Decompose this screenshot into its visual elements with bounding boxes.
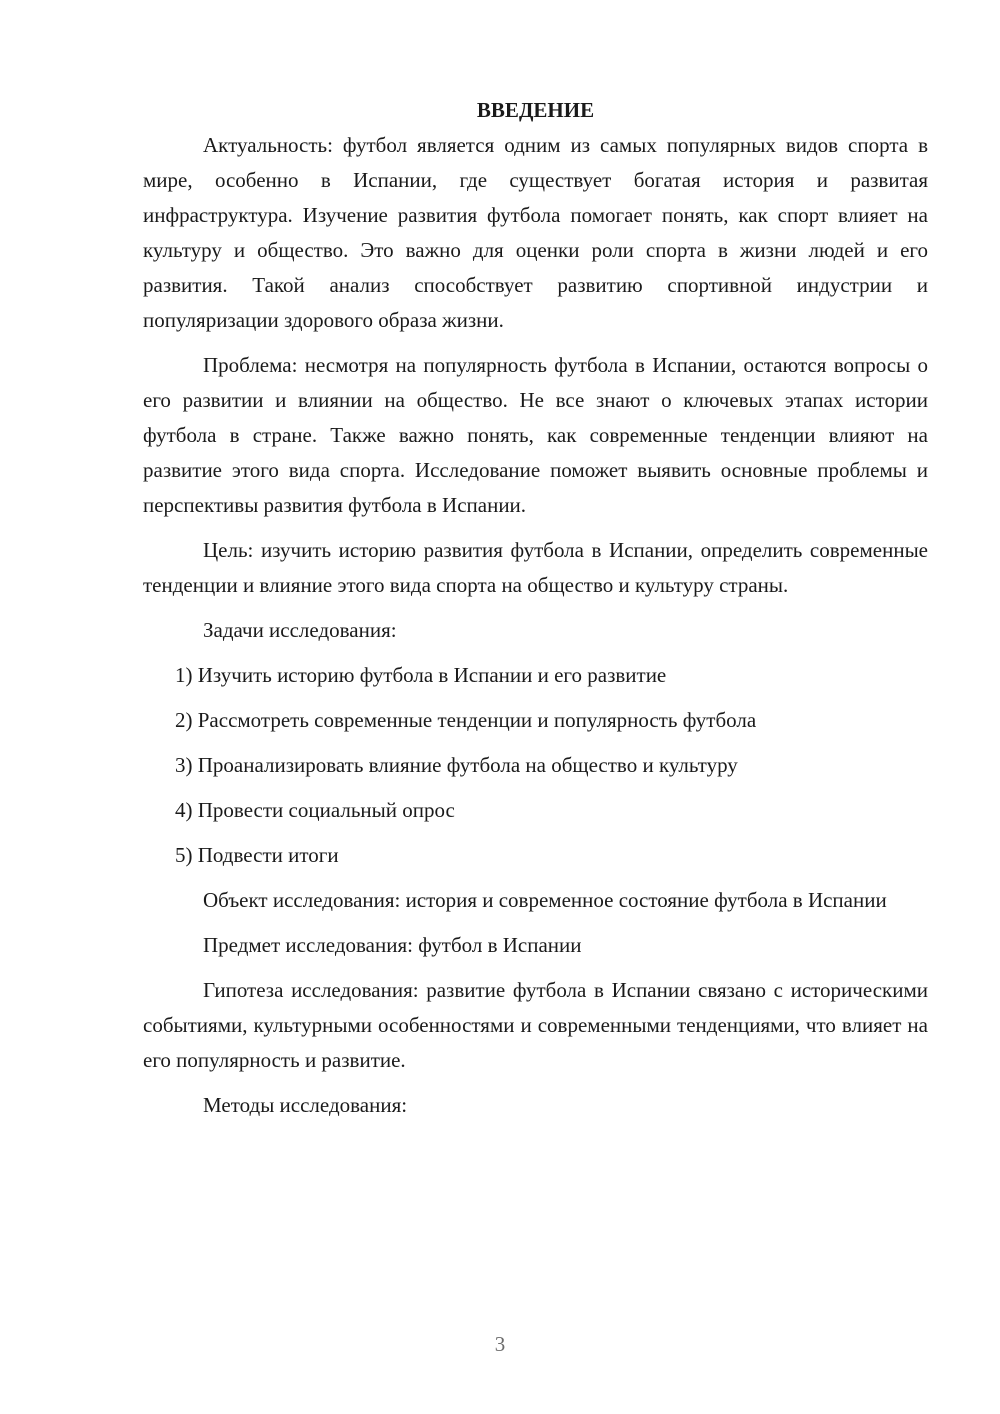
task-item: 3) Проанализировать влияние футбола на общество и культуру: [175, 753, 738, 777]
tasks-heading: Задачи исследования:: [203, 618, 397, 642]
tasks-list: [143, 658, 928, 873]
subject-paragraph: Предмет исследования: футбол в Испании: [203, 933, 582, 957]
task-item: 1) Изучить историю футбола в Испании и его развитие: [175, 663, 667, 687]
relevance-paragraph: Актуальность: футбол является одним из самых популярных видов спорта в мире, особенно в Испании, где существует богатая история и развитая инфраструктура. Изучение развития футбола помогает понять, как спорт влияет на культуру и общество. Это важно для оценки роли спорта в жизни людей и его развития. Такой анализ способствует развитию спортивной индустрии и популяризации здорового образа жизни.: [143, 133, 928, 332]
goal-paragraph: Цель: изучить историю развития футбола в Испании, определить современные тенденции и влияние этого вида спорта на общество и культуру страны.: [143, 538, 928, 597]
object-paragraph: Объект исследования: история и современное состояние футбола в Испании: [203, 888, 887, 912]
task-item: 4) Провести социальный опрос: [175, 798, 455, 822]
problem-paragraph: Проблема: несмотря на популярность футбола в Испании, остаются вопросы о его развитии и влиянии на общество. Не все знают о ключевых этапах истории футбола в стране. Также важно понять, как современные тенденции влияют на развитие этого вида спорта. Исследование поможет выявить основные проблемы и перспективы развития футбола в Испании.: [143, 353, 928, 517]
task-item: 5) Подвести итоги: [175, 843, 339, 867]
page-number: 3: [494, 1332, 506, 1356]
page-title: ВВЕДЕНИЕ: [476, 98, 595, 122]
hypothesis-paragraph: Гипотеза исследования: развитие футбола в Испании связано с историческими событиями, культурными особенностями и современными тенденциями, что влияет на его популярность и развитие.: [143, 978, 928, 1072]
methods-heading: Методы исследования:: [203, 1093, 408, 1117]
task-item: 2) Рассмотреть современные тенденции и популярность футбола: [175, 708, 757, 732]
document-page: [143, 93, 928, 1133]
